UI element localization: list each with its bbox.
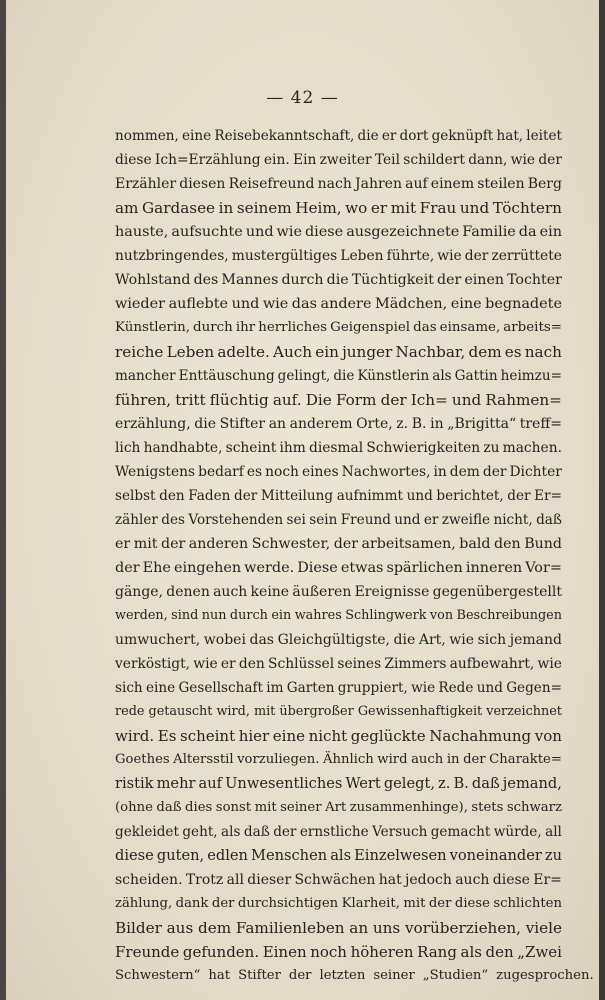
text-line: ristik mehr auf Unwesentliches Wert gelegt, z. B. daß jemand, [115,775,562,792]
text-line: lich handhabte, scheint ihm diesmal Schwierigkeiten zu machen. [115,440,562,456]
text-line: der Ehe eingehen werde. Diese etwas spärlichen inneren Vor= [115,560,562,576]
text-line: umwuchert, wobei das Gleichgültigste, die Art, wie sich jemand [115,632,562,648]
text-line: diese guten, edlen Menschen als Einzelwesen voneinander zu [115,847,562,864]
text-line: am Gardasee in seinem Heim, wo er mit Frau und Töchtern [115,199,562,217]
text-line: verköstigt, wie er den Schlüssel seines Zimmers aufbewahrt, wie [115,656,562,672]
text-line: werden, sind nun durch ein wahres Schlingwerk von Beschreibungen [115,608,562,623]
text-line: wird. Es scheint hier eine nicht geglückte Nachahmung von [115,727,562,745]
text-line: zählung, dank der durchsichtigen Klarheit, mit der diese schlichten [115,896,562,911]
text-line: er mit der anderen Schwester, der arbeitsamen, bald den Bund [115,536,562,552]
text-line: Schwestern“ hat Stifter der letzten seiner „Studien“ zugesprochen. [115,968,594,983]
text-line: mancher Enttäuschung gelingt, die Künstlerin als Gattin heimzu= [115,368,562,384]
text-line: selbst den Faden der Mitteilung aufnimmt und berichtet, der Er= [115,488,562,504]
text-line: gekleidet geht, als daß der ernstliche Versuch gemacht würde, all [115,824,562,840]
text-line: Erzähler diesen Reisefreund nach Jahren auf einem steilen Berg [115,176,562,192]
text-line: hauste, aufsuchte und wie diese ausgezeichnete Familie da ein [115,224,562,240]
text-line: reiche Leben adelte. Auch ein junger Nachbar, dem es nach [115,343,562,361]
text-line: scheiden. Trotz all dieser Schwächen hat jedoch auch diese Er= [115,872,562,888]
text-line: nommen, eine Reisebekanntschaft, die er dort geknüpft hat, leitet [115,128,562,144]
text-line: erzählung, die Stifter an anderem Orte, z. B. in „Brigitta“ treff= [115,416,562,432]
text-line: Freunde gefunden. Einen noch höheren Rang als den „Zwei [115,943,562,961]
text-line: gänge, denen auch keine äußeren Ereignisse gegenübergestellt [115,584,562,600]
text-line: wieder auflebte und wie das andere Mädchen, eine begnadete [115,296,562,312]
book-page [6,0,599,1000]
text-line: Bilder aus dem Familienleben an uns vorüberziehen, viele [115,919,562,937]
text-line: sich eine Gesellschaft im Garten gruppiert, wie Rede und Gegen= [115,680,562,696]
text-line: Wohlstand des Mannes durch die Tüchtigkeit der einen Tochter [115,272,562,288]
text-line: nutzbringendes, mustergültiges Leben führte, wie der zerrüttete [115,248,562,264]
text-line: Wenigstens bedarf es noch eines Nachwortes, in dem der Dichter [115,464,562,480]
page-number: — 42 — [266,88,339,108]
text-line: (ohne daß dies sonst mit seiner Art zusammenhinge), stets schwarz [115,800,562,815]
text-line: Künstlerin, durch ihr herrliches Geigenspiel das einsame, arbeits= [115,320,562,335]
text-line: zähler des Vorstehenden sei sein Freund und er zweifle nicht, daß [115,512,562,528]
text-line: führen, tritt flüchtig auf. Die Form der Ich= und Rahmen= [115,391,562,409]
body-text [115,124,594,988]
page-edge [599,0,605,1000]
text-line: rede getauscht wird, mit übergroßer Gewissenhaftigkeit verzeichnet [115,704,562,719]
text-line: diese Ich=Erzählung ein. Ein zweiter Teil schildert dann, wie der [115,152,562,168]
text-line: Goethes Altersstil vorzuliegen. Ähnlich wird auch in der Charakte= [115,752,562,767]
